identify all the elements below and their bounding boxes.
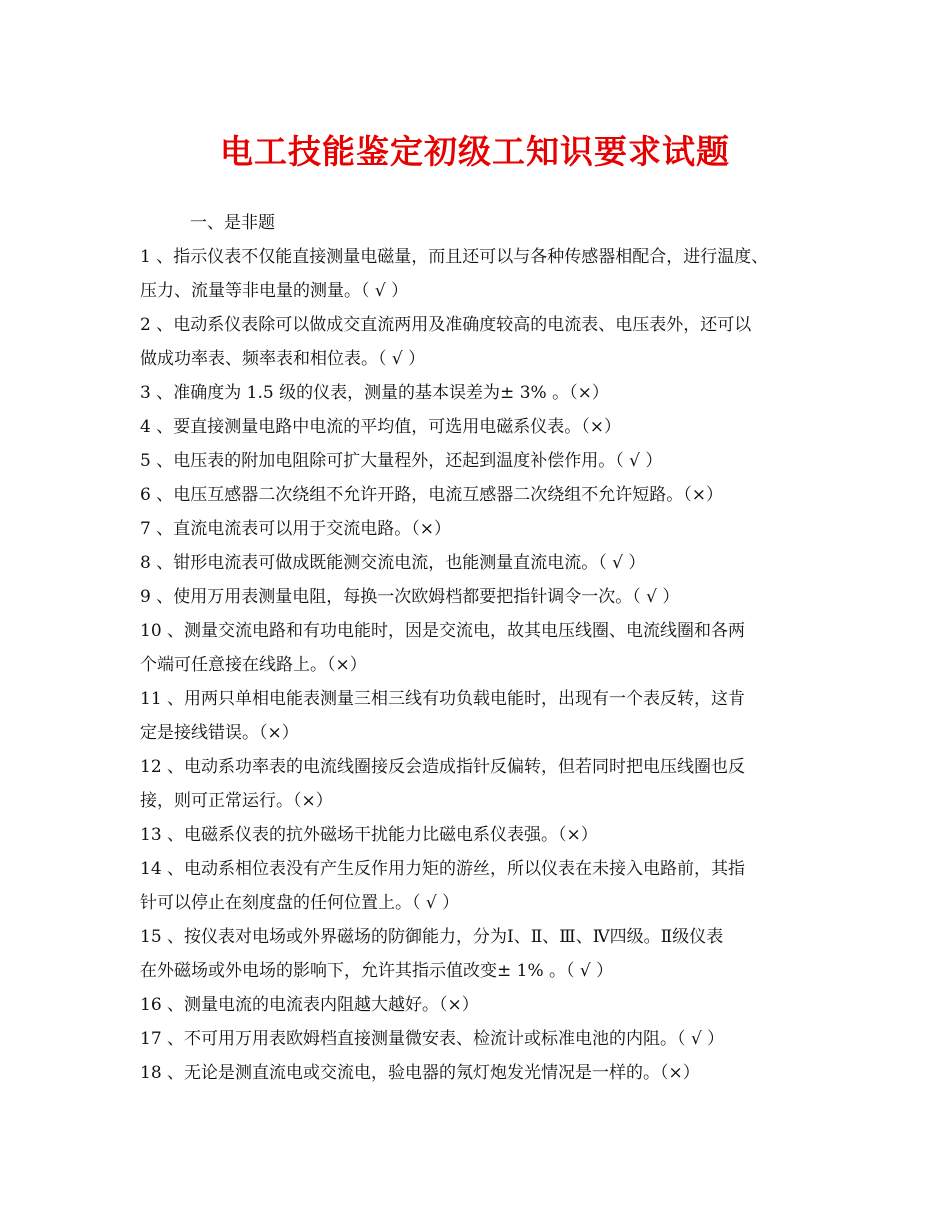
question-item [140,750,830,818]
question-line: 接，则可正常运行。（×） [140,791,333,811]
question-line: 6 、电压互感器二次绕组不允许开路，电流互感器二次绕组不允许短路。（×） [140,485,723,505]
question-item [140,818,830,852]
question-line: 个端可任意接在线路上。（×） [140,655,367,675]
question-line: 13 、电磁系仪表的抗外磁场干扰能力比磁电系仪表强。（×） [140,825,598,845]
question-line: 在外磁场或外电场的影响下，允许其指示值改变± 1% 。（ √ ） [140,961,614,981]
question-list [140,240,830,1090]
question-line: 10 、测量交流电路和有功电能时，因是交流电，故其电压线圈、电流线圈和各两 [140,621,746,641]
question-item [140,988,830,1022]
question-line: 压力、流量等非电量的测量。（ √ ） [140,281,409,301]
question-line: 11 、用两只单相电能表测量三相三线有功负载电能时，出现有一个表反转，这肯 [140,689,746,709]
question-line: 针可以停止在刻度盘的任何位置上。（ √ ） [140,893,460,913]
question-line: 18 、无论是测直流电或交流电，验电器的氖灯炮发光情况是一样的。（×） [140,1063,700,1083]
question-line: 3 、准确度为 1.5 级的仪表，测量的基本误差为± 3% 。（×） [140,383,609,403]
question-item [140,512,830,546]
question-line: 14 、电动系相位表没有产生反作用力矩的游丝，所以仪表在未接入电路前，其指 [140,859,746,879]
question-line: 12 、电动系功率表的电流线圈接反会造成指针反偏转，但若同时把电压线圈也反 [140,757,746,777]
document-title: 电工技能鉴定初级工知识要求试题 [220,132,730,171]
question-item [140,1022,830,1056]
question-item [140,444,830,478]
question-line: 8 、钳形电流表可做成既能测交流电流，也能测量直流电流。（ √ ） [140,553,646,573]
question-line: 1 、指示仪表不仅能直接测量电磁量，而且还可以与各种传感器相配合，进行温度、 [140,247,769,267]
section-heading: 一、是非题 [190,213,275,233]
question-line: 4 、要直接测量电路中电流的平均值，可选用电磁系仪表。（×） [140,417,621,437]
question-item [140,546,830,580]
question-item [140,376,830,410]
question-line: 做成功率表、频率表和相位表。（ √ ） [140,349,426,369]
question-line: 定是接线错误。（×） [140,723,299,743]
question-line: 17 、不可用万用表欧姆档直接测量微安表、检流计或标准电池的内阻。（ √ ） [140,1029,725,1049]
question-line: 16 、测量电流的电流表内阻越大越好。（×） [140,995,479,1015]
question-line: 15 、按仪表对电场或外界磁场的防御能力，分为Ⅰ、Ⅱ、Ⅲ、Ⅳ四级。Ⅱ级仪表 [140,927,724,947]
question-item [140,1056,830,1090]
question-item [140,410,830,444]
question-line: 9 、使用万用表测量电阻，每换一次欧姆档都要把指针调令一次。（ √ ） [140,587,680,607]
question-item [140,852,830,920]
question-item [140,580,830,614]
question-line: 7 、直流电流表可以用于交流电路。（×） [140,519,451,539]
question-item [140,614,830,682]
question-item [140,682,830,750]
question-item [140,478,830,512]
question-item [140,920,830,988]
question-item [140,308,830,376]
question-line: 5 、电压表的附加电阻除可扩大量程外，还起到温度补偿作用。（ √ ） [140,451,663,471]
question-item [140,240,830,308]
question-line: 2 、电动系仪表除可以做成交直流两用及准确度较高的电流表、电压表外，还可以 [140,315,752,335]
